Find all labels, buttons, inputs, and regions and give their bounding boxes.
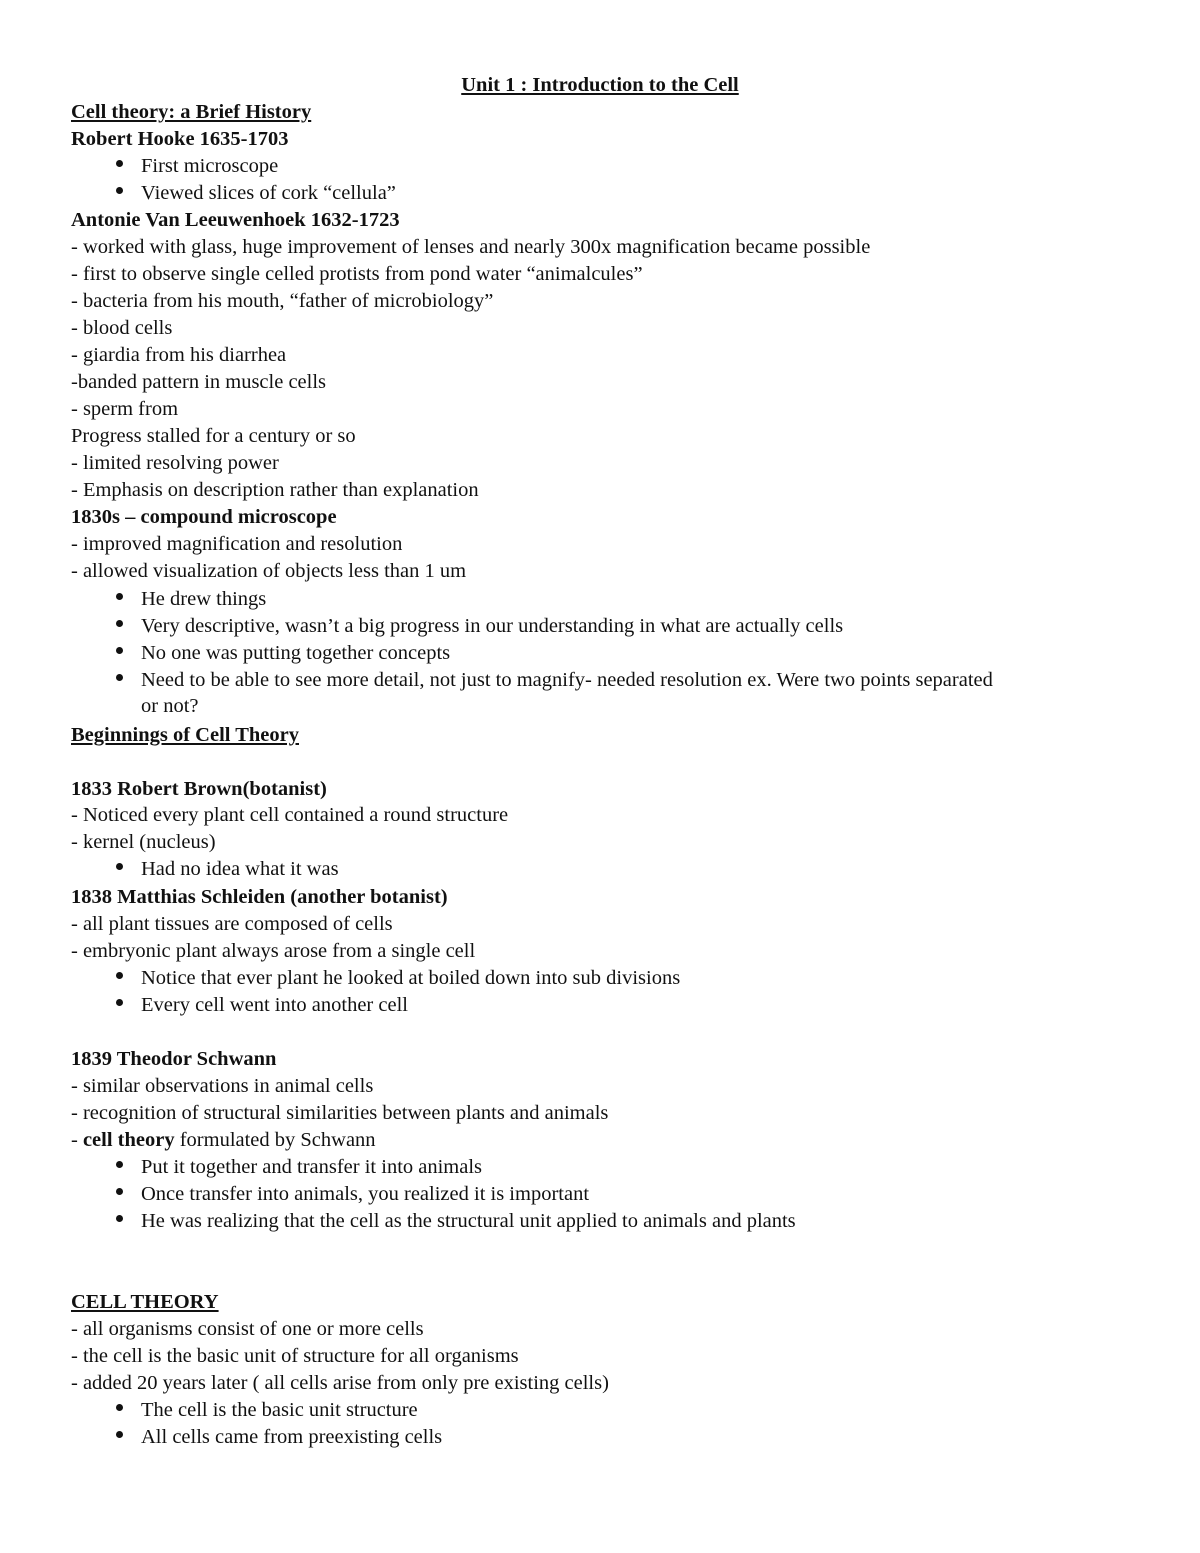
leeuwenhoek-line-5: - giardia from his diarrhea xyxy=(71,344,287,366)
leeuwenhoek-line-3: - bacteria from his mouth, “father of microbiology” xyxy=(71,290,494,312)
beginnings-heading: Beginnings of Cell Theory xyxy=(71,724,299,746)
schwann-formulated-rest: formulated by Schwann xyxy=(174,1129,376,1151)
compound-bullet-2: Very descriptive, wasn’t a big progress in our understanding in what are actually cells xyxy=(141,615,844,637)
schleiden-heading: 1838 Matthias Schleiden (another botanist) xyxy=(71,886,448,908)
schwann-heading: 1839 Theodor Schwann xyxy=(71,1048,277,1070)
cell-theory-bullet-1: The cell is the basic unit structure xyxy=(141,1399,418,1421)
bullet-icon xyxy=(116,1431,123,1438)
schwann-bullet-1: Put it together and transfer it into animals xyxy=(141,1156,483,1178)
cell-theory-bullet-2: All cells came from preexisting cells xyxy=(141,1426,443,1448)
brown-heading: 1833 Robert Brown(botanist) xyxy=(71,778,327,800)
bullet-icon xyxy=(116,647,123,654)
bullet-icon xyxy=(116,1404,123,1411)
compound-bullet-3: No one was putting together concepts xyxy=(141,642,451,664)
progress-line-2: - Emphasis on description rather than explanation xyxy=(71,479,479,501)
schwann-formulated-prefix: - xyxy=(71,1129,83,1151)
leeuwenhoek-heading: Antonie Van Leeuwenhoek 1632-1723 xyxy=(71,209,400,231)
bullet-icon xyxy=(116,1188,123,1195)
bullet-icon xyxy=(116,593,123,600)
bullet-icon xyxy=(116,999,123,1006)
compound-bullet-4: Need to be able to see more detail, not just to magnify- needed resolution ex. Were two points separated xyxy=(141,669,993,691)
page-title: Unit 1 : Introduction to the Cell xyxy=(461,74,739,96)
compound-line-2: - allowed visualization of objects less than 1 um xyxy=(71,560,467,582)
progress-text: Progress stalled for a century or so xyxy=(71,425,356,447)
brown-line-1: - Noticed every plant cell contained a round structure xyxy=(71,804,509,826)
bullet-icon xyxy=(116,674,123,681)
compound-heading: 1830s – compound microscope xyxy=(71,506,337,528)
schwann-bullet-3: He was realizing that the cell as the structural unit applied to animals and plants xyxy=(141,1210,796,1232)
schleiden-bullet-1: Notice that ever plant he looked at boiled down into sub divisions xyxy=(141,967,681,989)
compound-bullet-4-continuation: or not? xyxy=(141,695,199,717)
hooke-bullet-2: Viewed slices of cork “cellula” xyxy=(141,182,396,204)
cell-theory-heading: CELL THEORY xyxy=(71,1291,219,1313)
bullet-icon xyxy=(116,620,123,627)
leeuwenhoek-line-6: -banded pattern in muscle cells xyxy=(71,371,327,393)
schleiden-bullet-2: Every cell went into another cell xyxy=(141,994,408,1016)
schwann-line-2: - recognition of structural similarities between plants and animals xyxy=(71,1102,609,1124)
brown-line-2: - kernel (nucleus) xyxy=(71,831,216,853)
schwann-formulated-term: cell theory xyxy=(82,1129,175,1151)
bullet-icon xyxy=(116,1215,123,1222)
bullet-icon xyxy=(116,863,123,870)
compound-line-1: - improved magnification and resolution xyxy=(71,533,403,555)
bullet-icon xyxy=(116,160,123,167)
schleiden-line-1: - all plant tissues are composed of cells xyxy=(71,913,393,935)
hooke-bullet-1: First microscope xyxy=(141,155,279,177)
schwann-bullet-2: Once transfer into animals, you realized it is important xyxy=(141,1183,590,1205)
cell-theory-line-1: - all organisms consist of one or more cells xyxy=(71,1318,424,1340)
bullet-icon xyxy=(116,1161,123,1168)
bullet-icon xyxy=(116,187,123,194)
cell-theory-line-3: - added 20 years later ( all cells arise from only pre existing cells) xyxy=(71,1372,609,1394)
progress-line-1: - limited resolving power xyxy=(71,452,279,474)
leeuwenhoek-line-4: - blood cells xyxy=(71,317,173,339)
bullet-icon xyxy=(116,972,123,979)
schwann-formulated-line xyxy=(71,1127,376,1154)
leeuwenhoek-line-1: - worked with glass, huge improvement of lenses and nearly 300x magnification became possible xyxy=(71,236,871,258)
schwann-line-1: - similar observations in animal cells xyxy=(71,1075,374,1097)
schleiden-line-2: - embryonic plant always arose from a single cell xyxy=(71,940,476,962)
brown-bullet-1: Had no idea what it was xyxy=(141,858,339,880)
cell-theory-line-2: - the cell is the basic unit of structure for all organisms xyxy=(71,1345,519,1367)
hooke-heading: Robert Hooke 1635-1703 xyxy=(71,128,289,150)
compound-bullet-1: He drew things xyxy=(141,588,267,610)
history-heading: Cell theory: a Brief History xyxy=(71,101,312,123)
leeuwenhoek-line-7: - sperm from xyxy=(71,398,179,420)
leeuwenhoek-line-2: - first to observe single celled protists from pond water “animalcules” xyxy=(71,263,643,285)
